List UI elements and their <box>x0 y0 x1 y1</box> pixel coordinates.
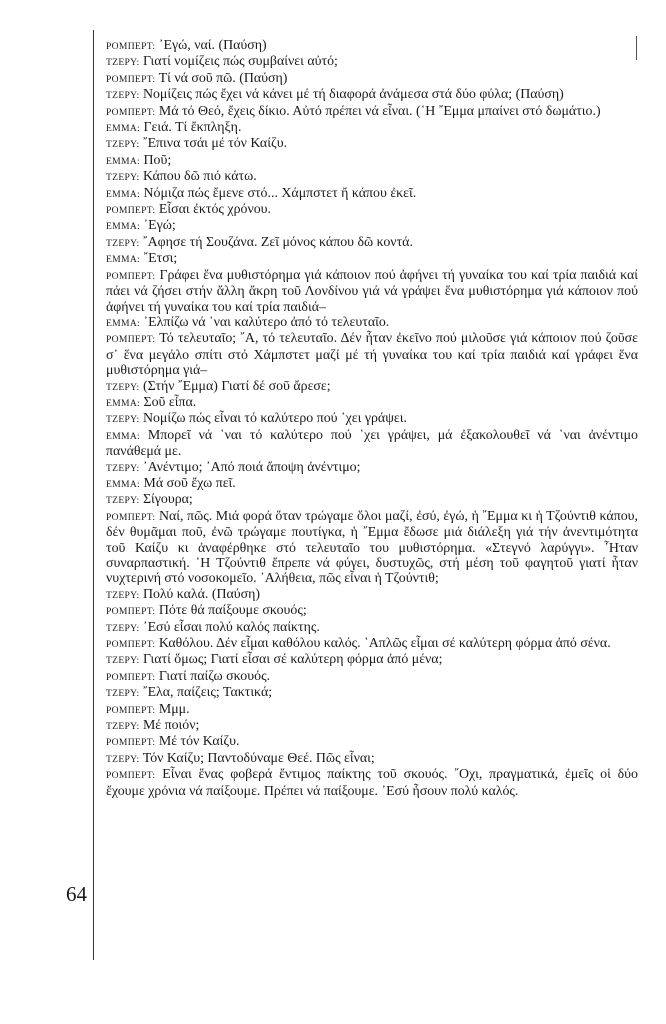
speaker-name: ΤΖΕΡΥ: <box>106 495 140 507</box>
line-text: Πολύ καλά. (Παύση) <box>142 586 261 602</box>
line-text: Τό τελευταῖο; ῎Α, τό τελευταῖο. Δέν ἦταν ἐκεῖνο πού μιλοῦσε γιά κάποιον πού ζοῦσε σ᾿ ἕνα μεγάλο σπίτι στό Χάμπστετ μαζί μέ τή γυναίκα του καί τρία παιδιά καί γράφει ἕνα μυθιστόρημα γιά– <box>106 331 638 379</box>
speaker-name: ΡΟΜΠΕΡΤ: <box>106 671 156 683</box>
line-text: Κάπου δῶ πιό κάτω. <box>142 169 257 185</box>
dialogue-line <box>106 685 638 701</box>
speaker-name: ΤΖΕΡΥ: <box>106 90 140 102</box>
line-text: (Στήν ῎Εμμα) Γιατί δέ σοῦ ἄρεσε; <box>142 378 331 394</box>
speaker-name: ΡΟΜΠΕΡΤ: <box>106 511 156 523</box>
speaker-name: ΕΜΜΑ: <box>106 317 141 329</box>
speaker-name: ΕΜΜΑ: <box>106 123 141 135</box>
speaker-name: ΤΖΕΡΥ: <box>106 139 140 151</box>
dialogue-line <box>106 71 638 87</box>
speaker-name: ΕΜΜΑ: <box>106 188 141 200</box>
speaker-name: ΤΖΕΡΥ: <box>106 414 140 426</box>
line-text: Ποῦ; <box>143 152 172 168</box>
line-text: Γειά. Τί ἔκπληξη. <box>143 120 242 136</box>
dialogue-line <box>106 734 638 750</box>
speaker-name: ΤΖΕΡΥ: <box>106 172 140 184</box>
dialogue-text <box>106 38 638 799</box>
margin-rule <box>93 30 94 960</box>
line-text: Γιατί παίζω σκουός. <box>158 668 271 684</box>
dialogue-line <box>106 87 638 103</box>
line-text: Σίγουρα; <box>142 492 193 508</box>
dialogue-line <box>106 202 638 218</box>
speaker-name: ΕΜΜΑ: <box>106 221 141 233</box>
speaker-name: ΡΟΜΠΕΡΤ: <box>106 73 156 85</box>
line-text: Νόμιζα πώς ἔμενε στό... Χάμπστετ ἤ κάπου ἐκεῖ. <box>143 185 417 201</box>
speaker-name: ΤΖΕΡΥ: <box>106 655 140 667</box>
line-text: Μά τό Θεό, ἔχεις δίκιο. Αὐτό πρέπει νά εἶναι. (῾Η ῎Εμμα μπαίνει στό δωμάτιο.) <box>158 103 601 119</box>
speaker-name: ΡΟΜΠΕΡΤ: <box>106 41 156 52</box>
speaker-name: ΤΖΕΡΥ: <box>106 589 140 601</box>
dialogue-line <box>106 251 638 267</box>
speaker-name: ΤΖΕΡΥ: <box>106 381 140 393</box>
line-text: Νομίζεις πώς ἔχει νά κάνει μέ τή διαφορά ἀνάμεσα στά δύο φύλα; (Παύση) <box>142 87 564 103</box>
line-text: ῎Ελα, παίζεις; Τακτικά; <box>142 685 273 701</box>
dialogue-line <box>106 186 638 202</box>
line-text: Τί νά σοῦ πῶ. (Παύση) <box>158 70 288 86</box>
line-text: Μπορεῖ νά ῾ναι τό καλύτερο πού ῾χει γράψει, μά ἐξακολουθεῖ νά ῾ναι ἀνέντιμο πανάθεμά με. <box>106 427 638 460</box>
dialogue-line <box>106 767 638 799</box>
line-text: Καθόλου. Δέν εἶμαι καθόλου καλός. ῾Απλῶς εἶμαι σέ καλύτερη φόρμα ἀπό σένα. <box>158 636 611 652</box>
dialogue-line <box>106 702 638 718</box>
line-text: Γράφει ἕνα μυθιστόρημα γιά κάποιον πού ἀφήνει τή γυναίκα του καί τρία παιδιά καί πάει νά ζήσει στήν ἄλλη ἄκρη τοῦ Λονδίνου γιά νά γράψει ἕνα μυθιστόρημα γιά κάποιον πού ἀφήνει τή γυναίκα του καί τρία παιδιά– <box>106 267 638 315</box>
line-text: ᾿Εσύ εἶσαι πολύ καλός παίκτης. <box>142 619 320 635</box>
dialogue-line <box>106 411 638 427</box>
dialogue-line <box>106 104 638 120</box>
line-text: ᾿Εγώ; <box>143 218 176 234</box>
line-text: Πότε θά παίξουμε σκουός; <box>158 603 307 619</box>
line-text: Ναί, πῶς. Μιά φορά ὅταν τρώγαμε ὅλοι μαζί, ἐσύ, ἐγώ, ἡ ῎Εμμα κι ἡ Τζούντιθ κάπου, δέν θυμᾶμαι ποῦ, ἐνῶ τρώγαμε πουτίγκα, ἡ ῎Εμμα ἔδωσε μιά διάλεξη γιά τήν ἀνεντιμότητα τοῦ Καίζυ κι ἀναφέρθηκε στό τελευταῖο του μυθιστόρημα. «Στεγνό λαρύγγι». ῏Ηταν συναρπαστική. ῾Η Τζούντιθ ἔπρεπε νά φύγει, δυστυχῶς, στή μέση τοῦ φαγητοῦ γιατί ἦταν νυχτερινή στό νοσοκομεῖο. ᾿Αλήθεια, πῶς εἶναι ἡ Τζούντιθ; <box>106 508 638 587</box>
line-text: Εἶναι ἕνας φοβερά ἔντιμος παίκτης τοῦ σκουός. ῎Οχι, πραγματικά, ἐμεῖς οἱ δύο ἔχουμε χρόνια νά παίξουμε. Πρέπει νά παίξουμε. ᾿Εσύ ἦσουν πολύ καλός. <box>106 767 638 799</box>
speaker-name: ΤΖΕΡΥ: <box>106 57 140 69</box>
dialogue-line <box>106 460 638 476</box>
line-text: Νομίζω πώς εἶναι τό καλύτερο πού ῾χει γράψει. <box>142 411 407 427</box>
line-text: Μέ ποιόν; <box>142 718 200 734</box>
speaker-name: ΤΖΕΡΥ: <box>106 688 140 700</box>
dialogue-line <box>106 379 638 395</box>
speaker-name: ΡΟΜΠΕΡΤ: <box>106 270 156 282</box>
dialogue-line <box>106 315 638 331</box>
speaker-name: ΕΜΜΑ: <box>106 397 141 409</box>
speaker-name: ΡΟΜΠΕΡΤ: <box>106 334 156 346</box>
speaker-name: ΕΜΜΑ: <box>106 430 141 442</box>
line-text: ᾿Εγώ, ναί. (Παύση) <box>158 38 267 53</box>
dialogue-line <box>106 603 638 619</box>
dialogue-line <box>106 636 638 652</box>
speaker-name: ΡΟΜΠΕΡΤ: <box>106 639 156 651</box>
dialogue-line <box>106 120 638 136</box>
dialogue-line <box>106 620 638 636</box>
dialogue-line <box>106 476 638 492</box>
page-number: 64 <box>66 882 87 906</box>
line-text: Γιατί ὅμως; Γιατί εἶσαι σέ καλύτερη φόρμα ἀπό μένα; <box>142 652 443 668</box>
dialogue-line <box>106 268 638 315</box>
speaker-name: ΡΟΜΠΕΡΤ: <box>106 770 156 782</box>
speaker-name: ΕΜΜΑ: <box>106 478 141 490</box>
speaker-name: ΡΟΜΠΕΡΤ: <box>106 205 156 217</box>
line-text: Μά σοῦ ἔχω πεῖ. <box>143 475 236 491</box>
line-text: Μμμ. <box>158 701 190 717</box>
dialogue-line <box>106 153 638 169</box>
line-text: Τόν Καίζυ; Παντοδύναμε Θεέ. Πῶς εἶναι; <box>142 750 375 766</box>
line-text: ῎Επινα τσάι μέ τόν Καίζυ. <box>142 136 288 152</box>
dialogue-line <box>106 428 638 460</box>
speaker-name: ΡΟΜΠΕΡΤ: <box>106 106 156 118</box>
dialogue-line <box>106 669 638 685</box>
line-text: ᾿Ανέντιμο; ᾿Από ποιά ἄποψη ἀνέντιμο; <box>142 459 361 475</box>
dialogue-line <box>106 331 638 378</box>
speaker-name: ΤΖΕΡΥ: <box>106 721 140 733</box>
dialogue-line <box>106 395 638 411</box>
speaker-name: ΡΟΜΠΕΡΤ: <box>106 704 156 716</box>
dialogue-line <box>106 492 638 508</box>
line-text: Μέ τόν Καίζυ. <box>158 734 240 750</box>
line-text: ῎Ετσι; <box>143 251 178 267</box>
dialogue-line <box>106 235 638 251</box>
dialogue-line <box>106 718 638 734</box>
dialogue-line <box>106 509 638 587</box>
speaker-name: ΡΟΜΠΕΡΤ: <box>106 606 156 618</box>
speaker-name: ΤΖΕΡΥ: <box>106 622 140 634</box>
speaker-name: ΕΜΜΑ: <box>106 155 141 167</box>
line-text: Γιατί νομίζεις πώς συμβαίνει αὐτό; <box>142 54 338 70</box>
line-text: Εἶσαι ἐκτός χρόνου. <box>158 202 272 218</box>
dialogue-line <box>106 38 638 54</box>
speaker-name: ΤΖΕΡΥ: <box>106 753 140 765</box>
dialogue-line <box>106 136 638 152</box>
dialogue-line <box>106 587 638 603</box>
line-text: ῎Αφησε τή Σουζάνα. Ζεῖ μόνος κάπου δῶ κοντά. <box>142 234 413 250</box>
dialogue-line <box>106 751 638 767</box>
speaker-name: ΤΖΕΡΥ: <box>106 462 140 474</box>
speaker-name: ΡΟΜΠΕΡΤ: <box>106 737 156 749</box>
speaker-name: ΕΜΜΑ: <box>106 254 141 266</box>
line-text: ᾿Ελπίζω νά ῾ναι καλύτερο ἀπό τό τελευταῖο. <box>143 314 390 330</box>
dialogue-line <box>106 652 638 668</box>
dialogue-line <box>106 54 638 70</box>
dialogue-line <box>106 218 638 234</box>
dialogue-line <box>106 169 638 185</box>
line-text: Σοῦ εἶπα. <box>143 394 197 410</box>
speaker-name: ΤΖΕΡΥ: <box>106 237 140 249</box>
